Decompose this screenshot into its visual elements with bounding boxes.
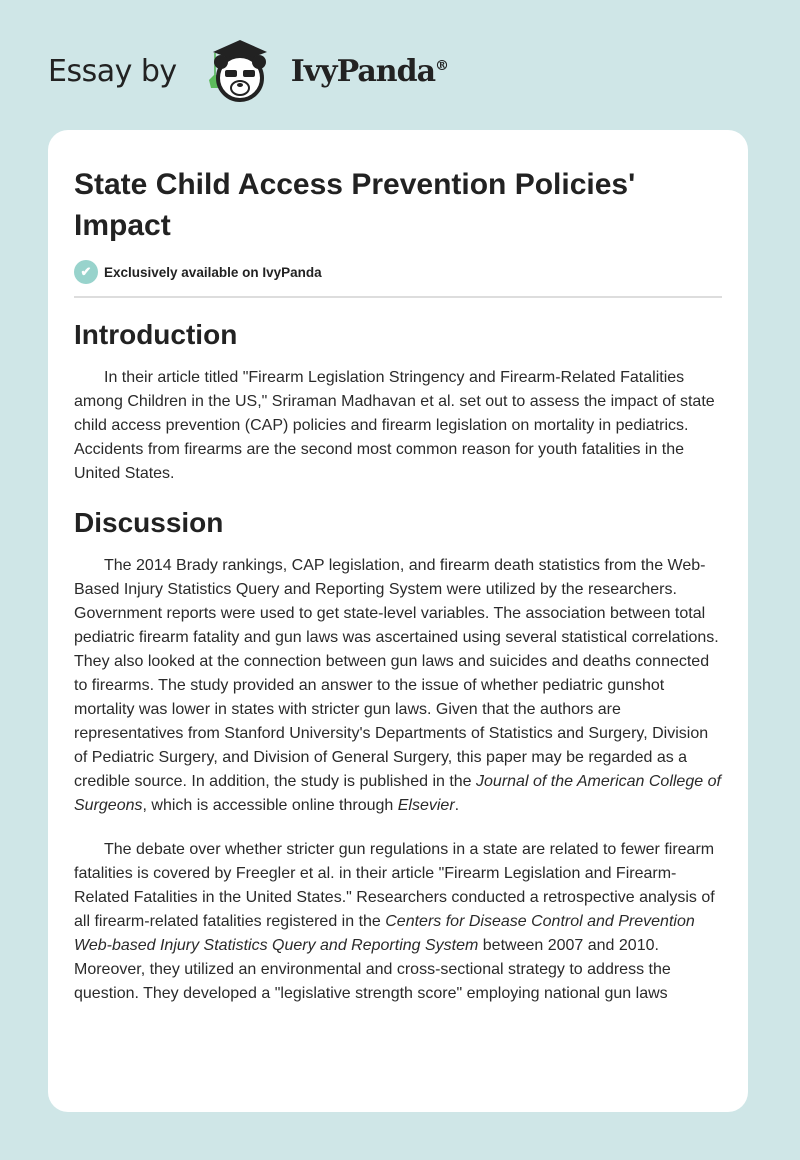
section-heading: Discussion: [74, 507, 224, 538]
registered-mark: ®: [435, 57, 449, 74]
site-header: [48, 36, 448, 106]
italic-citation: Elsevier: [397, 797, 455, 814]
brand-name[interactable]: [291, 54, 448, 89]
paragraph: [74, 366, 722, 486]
text-segment: The 2014 Brady rankings, CAP legislation, and firearm death statistics from the Web-Based Injury Statistics Query and Reporting System were utilized by the researchers. Government reports were used to get state-level variables. The association between total pediatric firearm fatality and gun laws was ascertained using several statistical correlations. They also looked at the connection between gun laws and suicides and deaths connected to firearms. The study provided an answer to the issue of whether pediatric gunshot mortality was lower in states with stricter gun laws. Given that the authors are representatives from Stanford University's Departments of Statistics and Surgery, Division of Pediatric Surgery, and Division of General Surgery, this paper may be regarded as a credible source. In addition, the study is published in the: [74, 557, 719, 790]
text-segment: .: [454, 797, 460, 814]
ivypanda-logo-icon[interactable]: [195, 36, 285, 106]
italic-citation: Journal of the American College of Surgeons: [74, 773, 721, 814]
paragraph: [74, 838, 722, 1006]
page-title: State Child Access Prevention Policies' Impact: [74, 168, 636, 242]
text-segment: In their article titled "Firearm Legislation Stringency and Firearm-Related Fatalities among Children in the US," Sriraman Madhavan et al. set out to assess the impact of state child access prevention (CAP) policies and firearm legislation on mortality in pediatrics. Accidents from firearms are the second most common reason for youth fatalities in the United States.: [74, 369, 715, 482]
exclusive-label: Exclusively available on IvyPanda: [104, 264, 322, 280]
italic-citation: Centers for Disease Control and Prevention Web-based Injury Statistics Query and Reporting System: [74, 913, 695, 954]
text-segment: The debate over whether stricter gun regulations in a state are related to fewer firearm fatalities is covered by Freegler et al. in their article "Firearm Legislation and Firearm-Related Fatalities in the United States." Researchers conducted a retrospective analysis of all firearm-related fatalities registered in the: [74, 841, 715, 930]
section-heading: Introduction: [74, 319, 238, 350]
divider: [74, 296, 722, 298]
brand-text: IvyPanda: [290, 53, 436, 89]
checkmark-icon: ✔: [74, 260, 98, 284]
essay-card: [48, 130, 748, 1112]
text-segment: , which is accessible online through: [142, 797, 398, 814]
essay-by-label: Essay by: [48, 53, 177, 89]
text-segment: between 2007 and 2010. Moreover, they utilized an environmental and cross-sectional strategy to address the question. They developed a "legislative strength score" employing national gun laws: [74, 937, 671, 1002]
exclusive-badge: [74, 260, 722, 284]
essay-body: [74, 318, 722, 1006]
paragraph: [74, 554, 722, 818]
